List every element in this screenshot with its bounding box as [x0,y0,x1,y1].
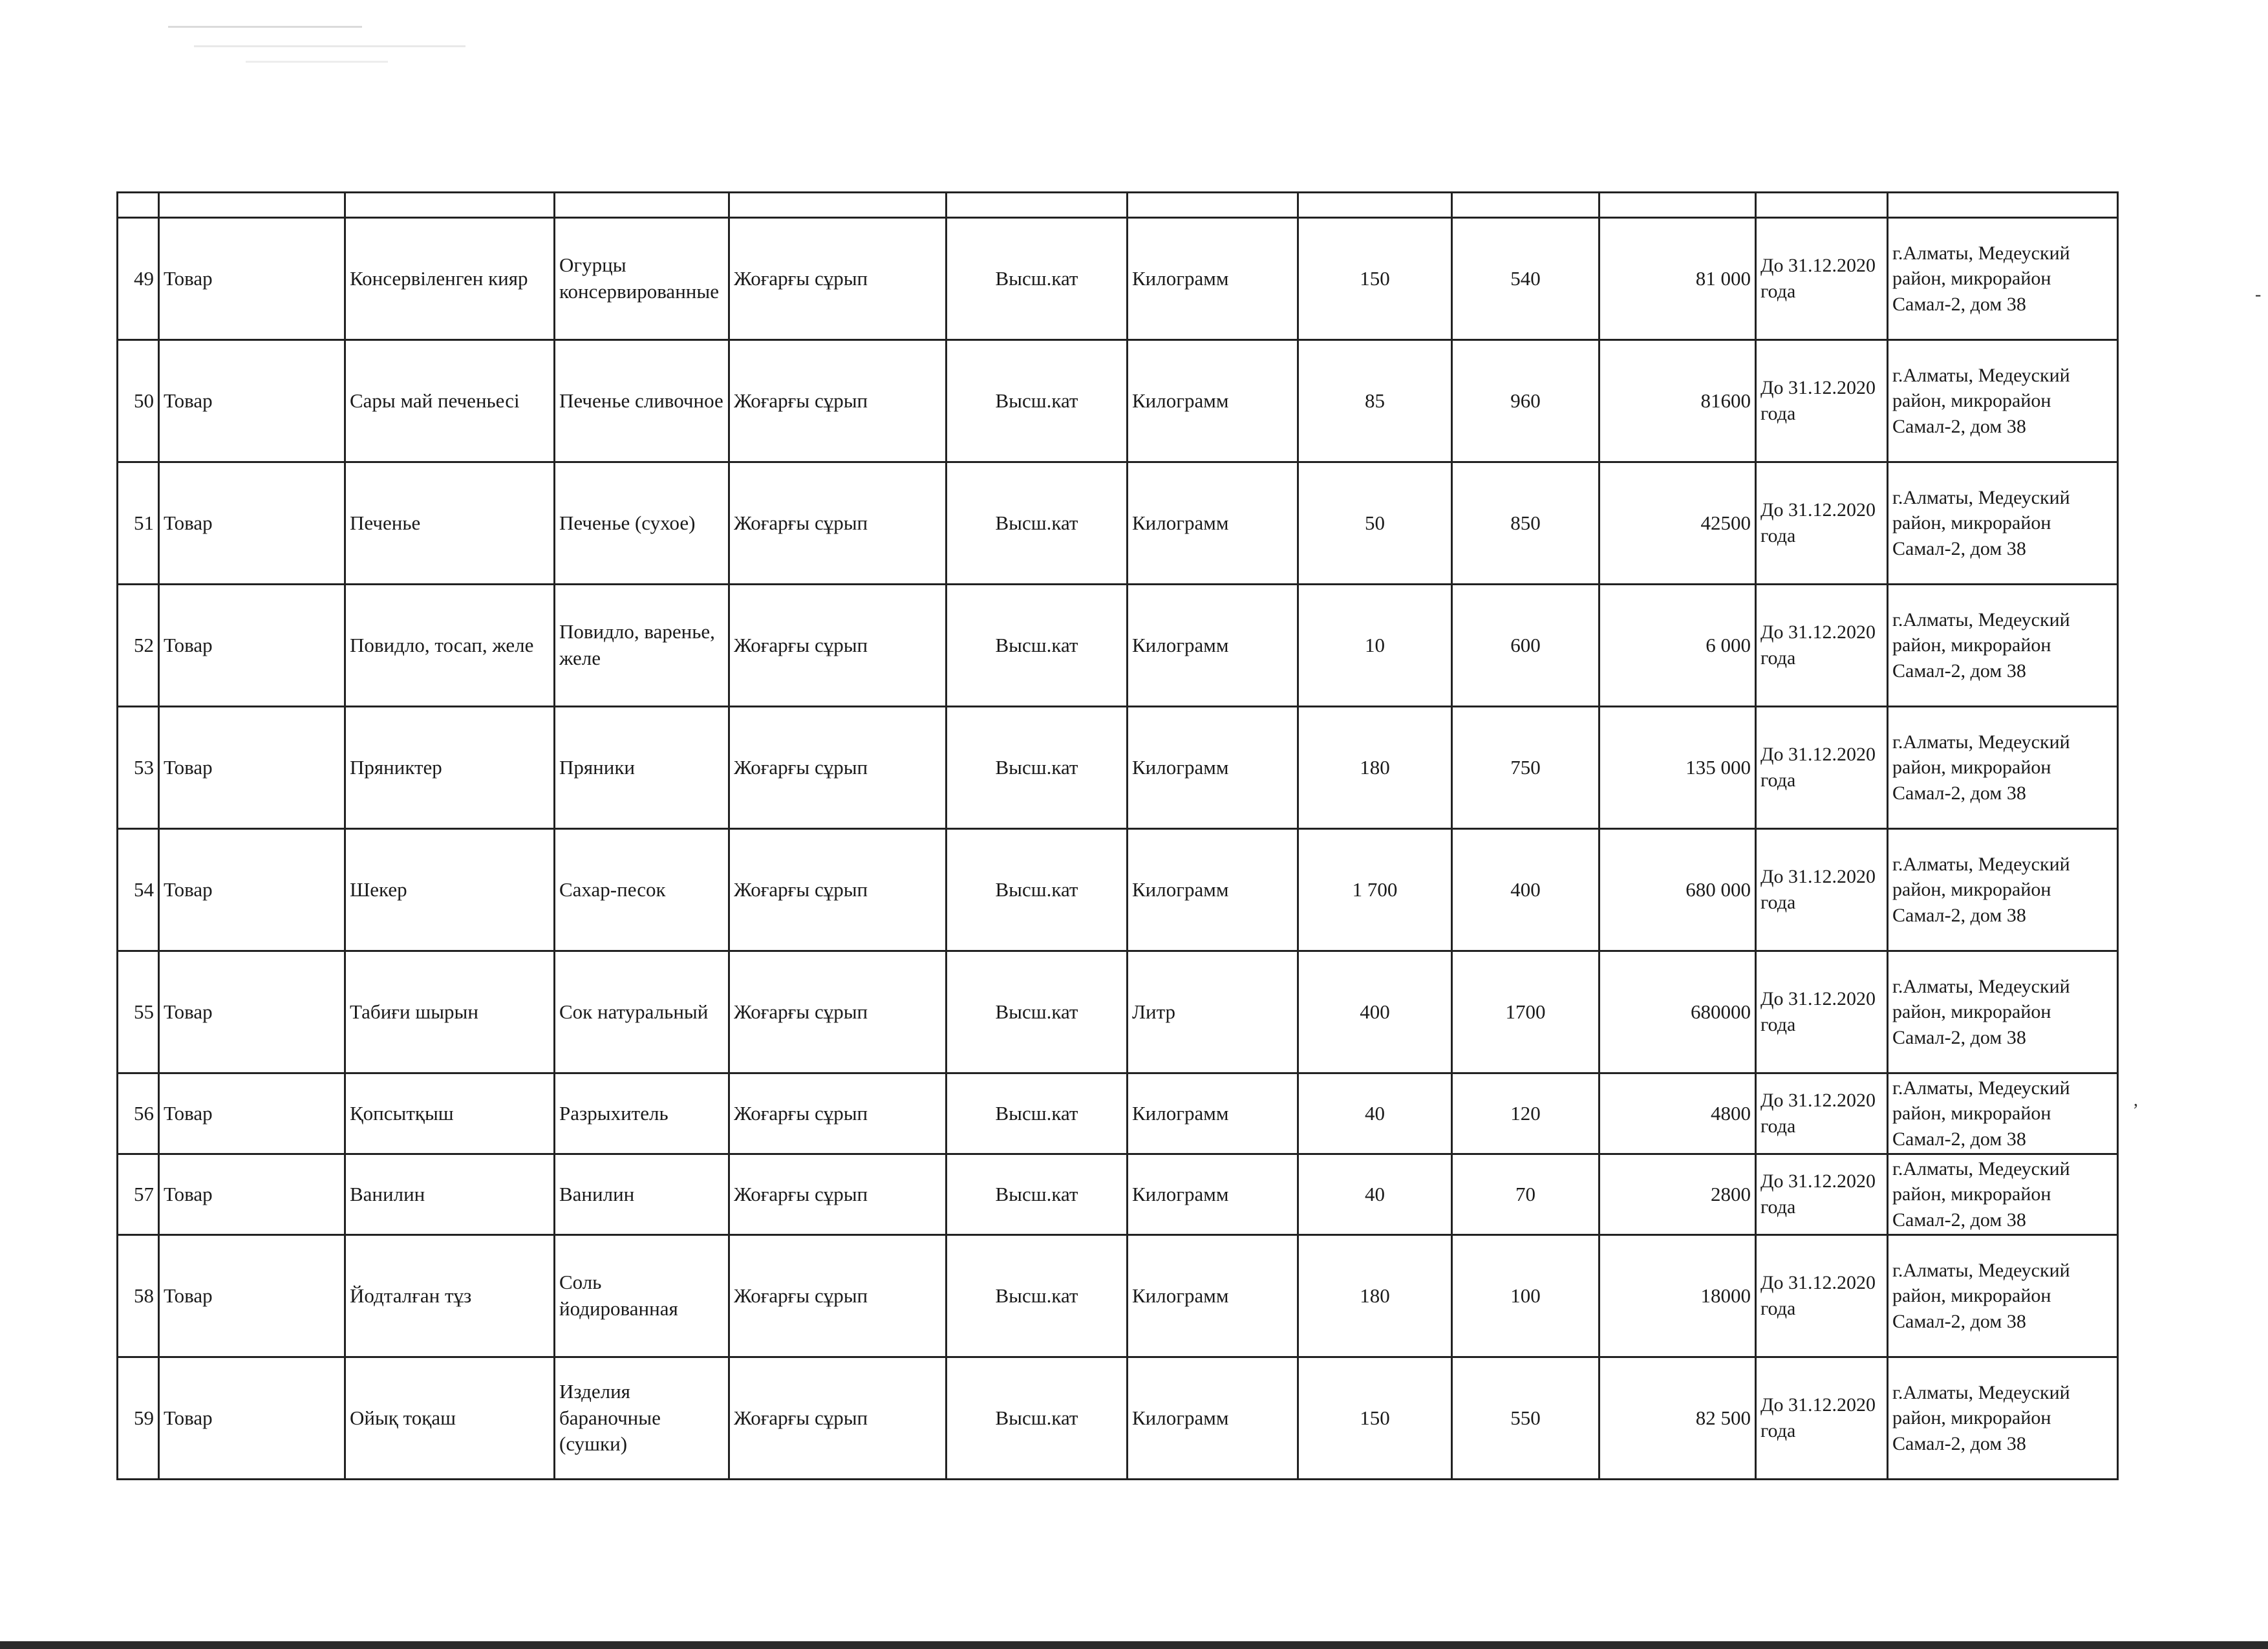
unit-of-measure-cell: Килограмм [1128,1235,1298,1357]
header-cell [1888,193,2118,218]
header-cell [1452,193,1599,218]
grade-kz-cell: Жоғарғы сұрып [729,585,947,707]
grade-kz-cell: Жоғарғы сұрып [729,1357,947,1480]
delivery-deadline-cell: До 31.12.2020 года [1756,1357,1888,1480]
delivery-deadline-cell: До 31.12.2020 года [1756,707,1888,829]
total-amount-cell: 2800 [1599,1154,1756,1235]
header-cell [118,193,159,218]
delivery-address-cell: г.Алматы, Медеуский район, микрорайон Самал-2, дом 38 [1888,1154,2118,1235]
grade-ru-cell: Высш.кат [947,585,1128,707]
delivery-deadline-cell: До 31.12.2020 года [1756,951,1888,1073]
table-row [118,1235,2118,1357]
item-name-kz-cell: Қопсытқыш [345,1073,555,1154]
unit-of-measure-cell: Килограмм [1128,1073,1298,1154]
header-cell [1599,193,1756,218]
scan-mark: - [2255,285,2262,305]
delivery-address-cell: г.Алматы, Медеуский район, микрорайон Самал-2, дом 38 [1888,1073,2118,1154]
delivery-deadline-cell: До 31.12.2020 года [1756,340,1888,462]
item-name-ru-cell: Разрыхитель [555,1073,729,1154]
grade-kz-cell: Жоғарғы сұрып [729,1235,947,1357]
total-amount-cell: 18000 [1599,1235,1756,1357]
grade-ru-cell: Высш.кат [947,462,1128,585]
unit-price-cell: 850 [1452,462,1599,585]
unit-price-cell: 400 [1452,829,1599,951]
grade-ru-cell: Высш.кат [947,218,1128,340]
table-header-stub [118,193,2118,218]
grade-kz-cell: Жоғарғы сұрып [729,340,947,462]
total-amount-cell: 680000 [1599,951,1756,1073]
item-type-cell: Товар [159,1073,345,1154]
grade-ru-cell: Высш.кат [947,951,1128,1073]
unit-of-measure-cell: Килограмм [1128,218,1298,340]
row-number-cell: 53 [118,707,159,829]
row-number-cell: 49 [118,218,159,340]
table-row [118,218,2118,340]
unit-price-cell: 540 [1452,218,1599,340]
unit-price-cell: 70 [1452,1154,1599,1235]
grade-ru-cell: Высш.кат [947,829,1128,951]
header-cell [159,193,345,218]
unit-price-cell: 100 [1452,1235,1599,1357]
quantity-cell: 1 700 [1298,829,1452,951]
grade-ru-cell: Высш.кат [947,1154,1128,1235]
row-number-cell: 52 [118,585,159,707]
header-cell [1756,193,1888,218]
unit-of-measure-cell: Килограмм [1128,585,1298,707]
unit-of-measure-cell: Килограмм [1128,462,1298,585]
item-name-kz-cell: Йодталған тұз [345,1235,555,1357]
total-amount-cell: 680 000 [1599,829,1756,951]
delivery-address-cell: г.Алматы, Медеуский район, микрорайон Самал-2, дом 38 [1888,829,2118,951]
item-name-kz-cell: Ванилин [345,1154,555,1235]
delivery-address-cell: г.Алматы, Медеуский район, микрорайон Самал-2, дом 38 [1888,462,2118,585]
item-name-kz-cell: Печенье [345,462,555,585]
table-row [118,1154,2118,1235]
item-name-kz-cell: Сары май печеньесі [345,340,555,462]
item-name-kz-cell: Ойық тоқаш [345,1357,555,1480]
header-cell [345,193,555,218]
delivery-deadline-cell: До 31.12.2020 года [1756,218,1888,340]
grade-kz-cell: Жоғарғы сұрып [729,218,947,340]
row-number-cell: 50 [118,340,159,462]
table-row [118,462,2118,585]
row-number-cell: 54 [118,829,159,951]
item-name-ru-cell: Изделия бараночные (сушки) [555,1357,729,1480]
total-amount-cell: 81600 [1599,340,1756,462]
header-cell [947,193,1128,218]
delivery-deadline-cell: До 31.12.2020 года [1756,1073,1888,1154]
delivery-address-cell: г.Алматы, Медеуский район, микрорайон Самал-2, дом 38 [1888,218,2118,340]
total-amount-cell: 135 000 [1599,707,1756,829]
item-type-cell: Товар [159,829,345,951]
scan-bottom-edge [0,1641,2268,1649]
delivery-deadline-cell: До 31.12.2020 года [1756,1154,1888,1235]
table-row [118,829,2118,951]
unit-price-cell: 120 [1452,1073,1599,1154]
quantity-cell: 40 [1298,1073,1452,1154]
delivery-address-cell: г.Алматы, Медеуский район, микрорайон Самал-2, дом 38 [1888,585,2118,707]
row-number-cell: 56 [118,1073,159,1154]
grade-ru-cell: Высш.кат [947,1357,1128,1480]
quantity-cell: 180 [1298,1235,1452,1357]
grade-kz-cell: Жоғарғы сұрып [729,829,947,951]
table-body [118,193,2118,1480]
unit-of-measure-cell: Килограмм [1128,340,1298,462]
unit-of-measure-cell: Литр [1128,951,1298,1073]
delivery-deadline-cell: До 31.12.2020 года [1756,1235,1888,1357]
total-amount-cell: 82 500 [1599,1357,1756,1480]
item-type-cell: Товар [159,340,345,462]
table-row [118,1073,2118,1154]
item-name-ru-cell: Пряники [555,707,729,829]
quantity-cell: 150 [1298,1357,1452,1480]
item-name-ru-cell: Соль йодированная [555,1235,729,1357]
grade-ru-cell: Высш.кат [947,1235,1128,1357]
item-type-cell: Товар [159,1357,345,1480]
unit-of-measure-cell: Килограмм [1128,829,1298,951]
grade-kz-cell: Жоғарғы сұрып [729,1154,947,1235]
header-cell [1128,193,1298,218]
item-name-ru-cell: Сок натуральный [555,951,729,1073]
row-number-cell: 59 [118,1357,159,1480]
scan-mark: , [2134,1090,2138,1110]
item-type-cell: Товар [159,585,345,707]
delivery-address-cell: г.Алматы, Медеуский район, микрорайон Самал-2, дом 38 [1888,951,2118,1073]
grade-kz-cell: Жоғарғы сұрып [729,462,947,585]
delivery-address-cell: г.Алматы, Медеуский район, микрорайон Самал-2, дом 38 [1888,1235,2118,1357]
item-type-cell: Товар [159,1235,345,1357]
table-row [118,951,2118,1073]
item-name-kz-cell: Повидло, тосап, желе [345,585,555,707]
item-name-kz-cell: Табиғи шырын [345,951,555,1073]
delivery-deadline-cell: До 31.12.2020 года [1756,829,1888,951]
unit-price-cell: 960 [1452,340,1599,462]
item-name-kz-cell: Пряниктер [345,707,555,829]
unit-price-cell: 600 [1452,585,1599,707]
header-cell [729,193,947,218]
quantity-cell: 50 [1298,462,1452,585]
delivery-address-cell: г.Алматы, Медеуский район, микрорайон Самал-2, дом 38 [1888,1357,2118,1480]
procurement-table [116,191,2119,1480]
item-type-cell: Товар [159,462,345,585]
total-amount-cell: 42500 [1599,462,1756,585]
unit-of-measure-cell: Килограмм [1128,1154,1298,1235]
unit-price-cell: 750 [1452,707,1599,829]
item-type-cell: Товар [159,218,345,340]
total-amount-cell: 4800 [1599,1073,1756,1154]
item-name-ru-cell: Сахар-песок [555,829,729,951]
grade-ru-cell: Высш.кат [947,340,1128,462]
item-type-cell: Товар [159,707,345,829]
row-number-cell: 51 [118,462,159,585]
item-name-ru-cell: Печенье (сухое) [555,462,729,585]
row-number-cell: 55 [118,951,159,1073]
header-cell [1298,193,1452,218]
table-row [118,1357,2118,1480]
item-name-ru-cell: Огурцы консервированные [555,218,729,340]
total-amount-cell: 81 000 [1599,218,1756,340]
grade-ru-cell: Высш.кат [947,707,1128,829]
grade-ru-cell: Высш.кат [947,1073,1128,1154]
item-name-kz-cell: Консервіленген кияр [345,218,555,340]
quantity-cell: 400 [1298,951,1452,1073]
table-row [118,585,2118,707]
unit-price-cell: 1700 [1452,951,1599,1073]
grade-kz-cell: Жоғарғы сұрып [729,1073,947,1154]
quantity-cell: 85 [1298,340,1452,462]
item-name-ru-cell: Повидло, варенье, желе [555,585,729,707]
unit-price-cell: 550 [1452,1357,1599,1480]
scan-artifact [168,19,478,71]
unit-of-measure-cell: Килограмм [1128,1357,1298,1480]
header-cell [555,193,729,218]
item-name-ru-cell: Ванилин [555,1154,729,1235]
grade-kz-cell: Жоғарғы сұрып [729,951,947,1073]
delivery-deadline-cell: До 31.12.2020 года [1756,585,1888,707]
item-name-ru-cell: Печенье сливочное [555,340,729,462]
quantity-cell: 40 [1298,1154,1452,1235]
row-number-cell: 57 [118,1154,159,1235]
delivery-deadline-cell: До 31.12.2020 года [1756,462,1888,585]
grade-kz-cell: Жоғарғы сұрып [729,707,947,829]
item-type-cell: Товар [159,1154,345,1235]
unit-of-measure-cell: Килограмм [1128,707,1298,829]
table-row [118,707,2118,829]
total-amount-cell: 6 000 [1599,585,1756,707]
delivery-address-cell: г.Алматы, Медеуский район, микрорайон Самал-2, дом 38 [1888,340,2118,462]
item-name-kz-cell: Шекер [345,829,555,951]
row-number-cell: 58 [118,1235,159,1357]
quantity-cell: 180 [1298,707,1452,829]
delivery-address-cell: г.Алматы, Медеуский район, микрорайон Самал-2, дом 38 [1888,707,2118,829]
item-type-cell: Товар [159,951,345,1073]
quantity-cell: 10 [1298,585,1452,707]
table-row [118,340,2118,462]
quantity-cell: 150 [1298,218,1452,340]
